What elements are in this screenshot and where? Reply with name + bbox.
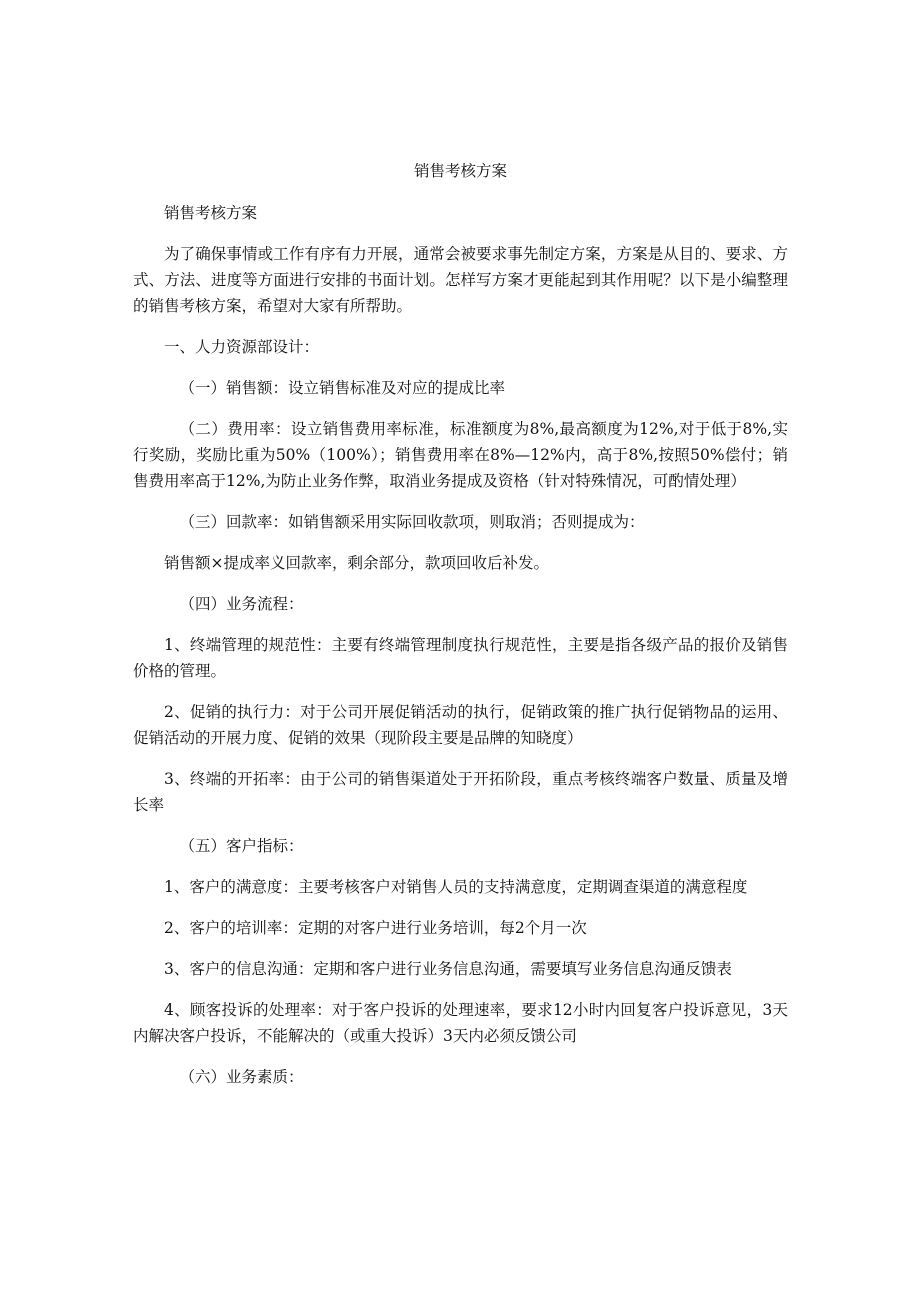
paragraph-customer-training: 2、客户的培训率：定期的对客户进行业务培训，每2个月一次 <box>164 919 587 937</box>
paragraph-collection-rate: （三）回款率：如销售额采用实际回收款项，则取消；否则提成为： <box>179 513 645 531</box>
paragraph-complaint-handling: 4、顾客投诉的处理率：对于客户投诉的处理速率，要求12小时内回复客户投诉意见，3天内解决客户投诉，不能解决的（或重大投诉）3天内必须反馈公司 <box>133 1001 788 1045</box>
heading-business-process: （四）业务流程： <box>179 595 304 613</box>
heading-business-quality: （六）业务素质： <box>179 1068 304 1086</box>
document-title: 销售考核方案 <box>413 162 507 180</box>
paragraph-customer-satisfaction: 1、客户的满意度：主要考核客户对销售人员的支持满意度，定期调查渠道的满意程度 <box>164 878 748 896</box>
document-body <box>133 158 788 1105</box>
paragraph-subtitle: 销售考核方案 <box>164 204 258 222</box>
paragraph-commission-formula: 销售额×提成率义回款率，剩余部分，款项回收后补发。 <box>164 554 549 572</box>
paragraph-terminal-expansion: 3、终端的开拓率：由于公司的销售渠道处于开拓阶段，重点考核终端客户数量、质量及增长率 <box>133 770 788 814</box>
paragraph-expense-rate: （二）费用率：设立销售费用率标准，标准额度为8%,最高额度为12%,对于低于8%,实行奖励，奖励比重为50%（100%）；销售费用率在8%—12%内，高于8%,按照50%偿付；销售费用率高于12%,为防止业务作弊，取消业务提成及资格（针对特殊情况，可酌情处理） <box>133 420 788 490</box>
heading-sales-amount: （一）销售额：设立销售标准及对应的提成比率 <box>179 379 506 397</box>
paragraph-customer-communication: 3、客户的信息沟通：定期和客户进行业务信息沟通，需要填写业务信息沟通反馈表 <box>164 960 732 978</box>
heading-customer-indicators: （五）客户指标： <box>179 837 304 855</box>
paragraph-terminal-management: 1、终端管理的规范性：主要有终端管理制度执行规范性，主要是指各级产品的报价及销售价格的管理。 <box>133 636 788 680</box>
heading-hr-design: 一、人力资源部设计： <box>164 338 320 356</box>
paragraph-intro: 为了确保事情或工作有序有力开展，通常会被要求事先制定方案，方案是从目的、要求、方式、方法、进度等方面进行安排的书面计划。怎样写方案才更能起到其作用呢？以下是小编整理的销售考核方案，希望对大家有所帮助。 <box>133 245 788 315</box>
paragraph-promotion-execution: 2、促销的执行力：对于公司开展促销活动的执行，促销政策的推广执行促销物品的运用、促销活动的开展力度、促销的效果（现阶段主要是品牌的知晓度） <box>133 703 788 747</box>
